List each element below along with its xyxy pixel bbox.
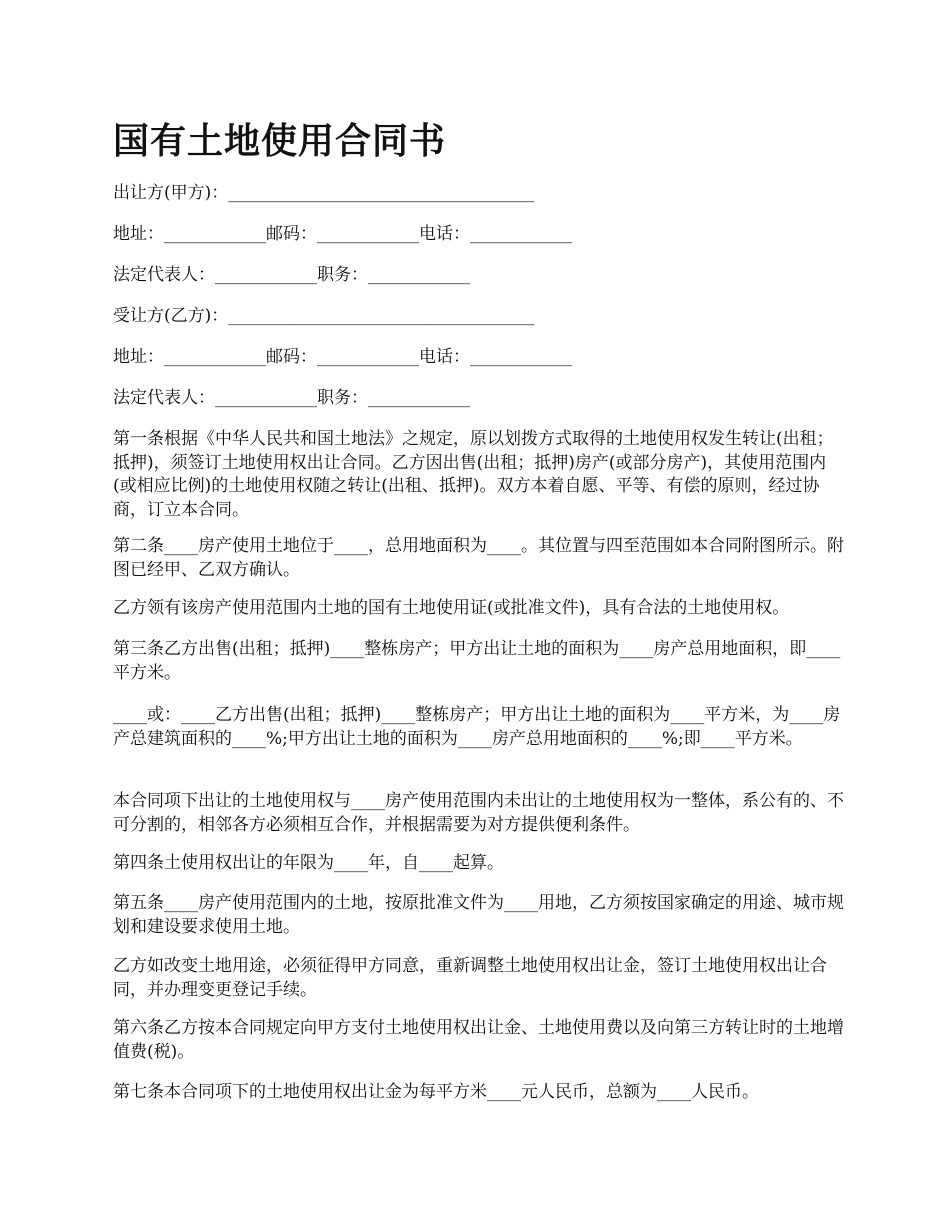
document-title: 国有土地使用合同书 <box>113 121 447 162</box>
party-a-address-line: 地址：____________邮码：____________电话：____________ <box>113 224 572 244</box>
land-use-change-paragraph: 乙方如改变土地用途，必须征得甲方同意，重新调整土地使用权出让金，签订土地使用权出让合同，并办理变更登记手续。 <box>113 956 827 1000</box>
clause-1: 第一条根据《中华人民共和国土地法》之规定，原以划拨方式取得的土地使用权发生转让(出租；抵押)，须签订土地使用权出让合同。乙方因出售(出租；抵押)房产(或部分房产)，其使用范围内(或相应比例)的土地使用权随之转让(出租、抵押)。双方本着自愿、平等、有偿的原则，经过协商，订立本合同。 <box>113 429 834 520</box>
party-b-address-line: 地址：____________邮码：____________电话：____________ <box>113 347 572 367</box>
clause-3: 第三条乙方出售(出租；抵押)____整栋房产；甲方出让土地的面积为____房产总用地面积，即____平方米。 <box>113 639 841 683</box>
clause-2: 第二条____房产使用土地位于____，总用地面积为____。其位置与四至范围如本合同附图所示。附图已经甲、乙双方确认。 <box>113 536 844 580</box>
party-a-representative-line: 法定代表人：____________职务：____________ <box>113 265 470 285</box>
shared-land-paragraph: 本合同项下出让的土地使用权与____房产使用范围内未出让的土地使用权为一整体，系公有的、不可分割的，相邻各方必须相互合作，并根据需要为对方提供便利条件。 <box>113 791 844 835</box>
clause-4: 第四条土使用权出让的年限为____年，自____起算。 <box>113 853 504 873</box>
land-certificate-paragraph: 乙方领有该房产使用范围内土地的国有土地使用证(或批准文件)，具有合法的土地使用权。 <box>113 598 790 618</box>
party-b-line: 受让方(乙方)：____________________________________ <box>113 306 535 326</box>
clause-3-alternative: ____或：____乙方出售(出租；抵押)____整栋房产；甲方出让土地的面积为____平方米，为____房产总建筑面积的____%;甲方出让土地的面积为____房产总用地面积的____%;即____平方米。 <box>113 705 841 749</box>
party-b-representative-line: 法定代表人：____________职务：____________ <box>113 388 470 408</box>
party-a-line: 出让方(甲方)：____________________________________ <box>113 183 535 203</box>
clause-6: 第六条乙方按本合同规定向甲方支付土地使用权出让金、土地使用费以及向第三方转让时的土地增值费(税)。 <box>113 1018 844 1062</box>
clause-7: 第七条本合同项下的土地使用权出让金为每平方米____元人民币，总额为____人民币。 <box>113 1082 759 1102</box>
clause-5: 第五条____房产使用范围内的土地，按原批准文件为____用地，乙方须按国家确定的用途、城市规划和建设要求使用土地。 <box>113 893 844 937</box>
